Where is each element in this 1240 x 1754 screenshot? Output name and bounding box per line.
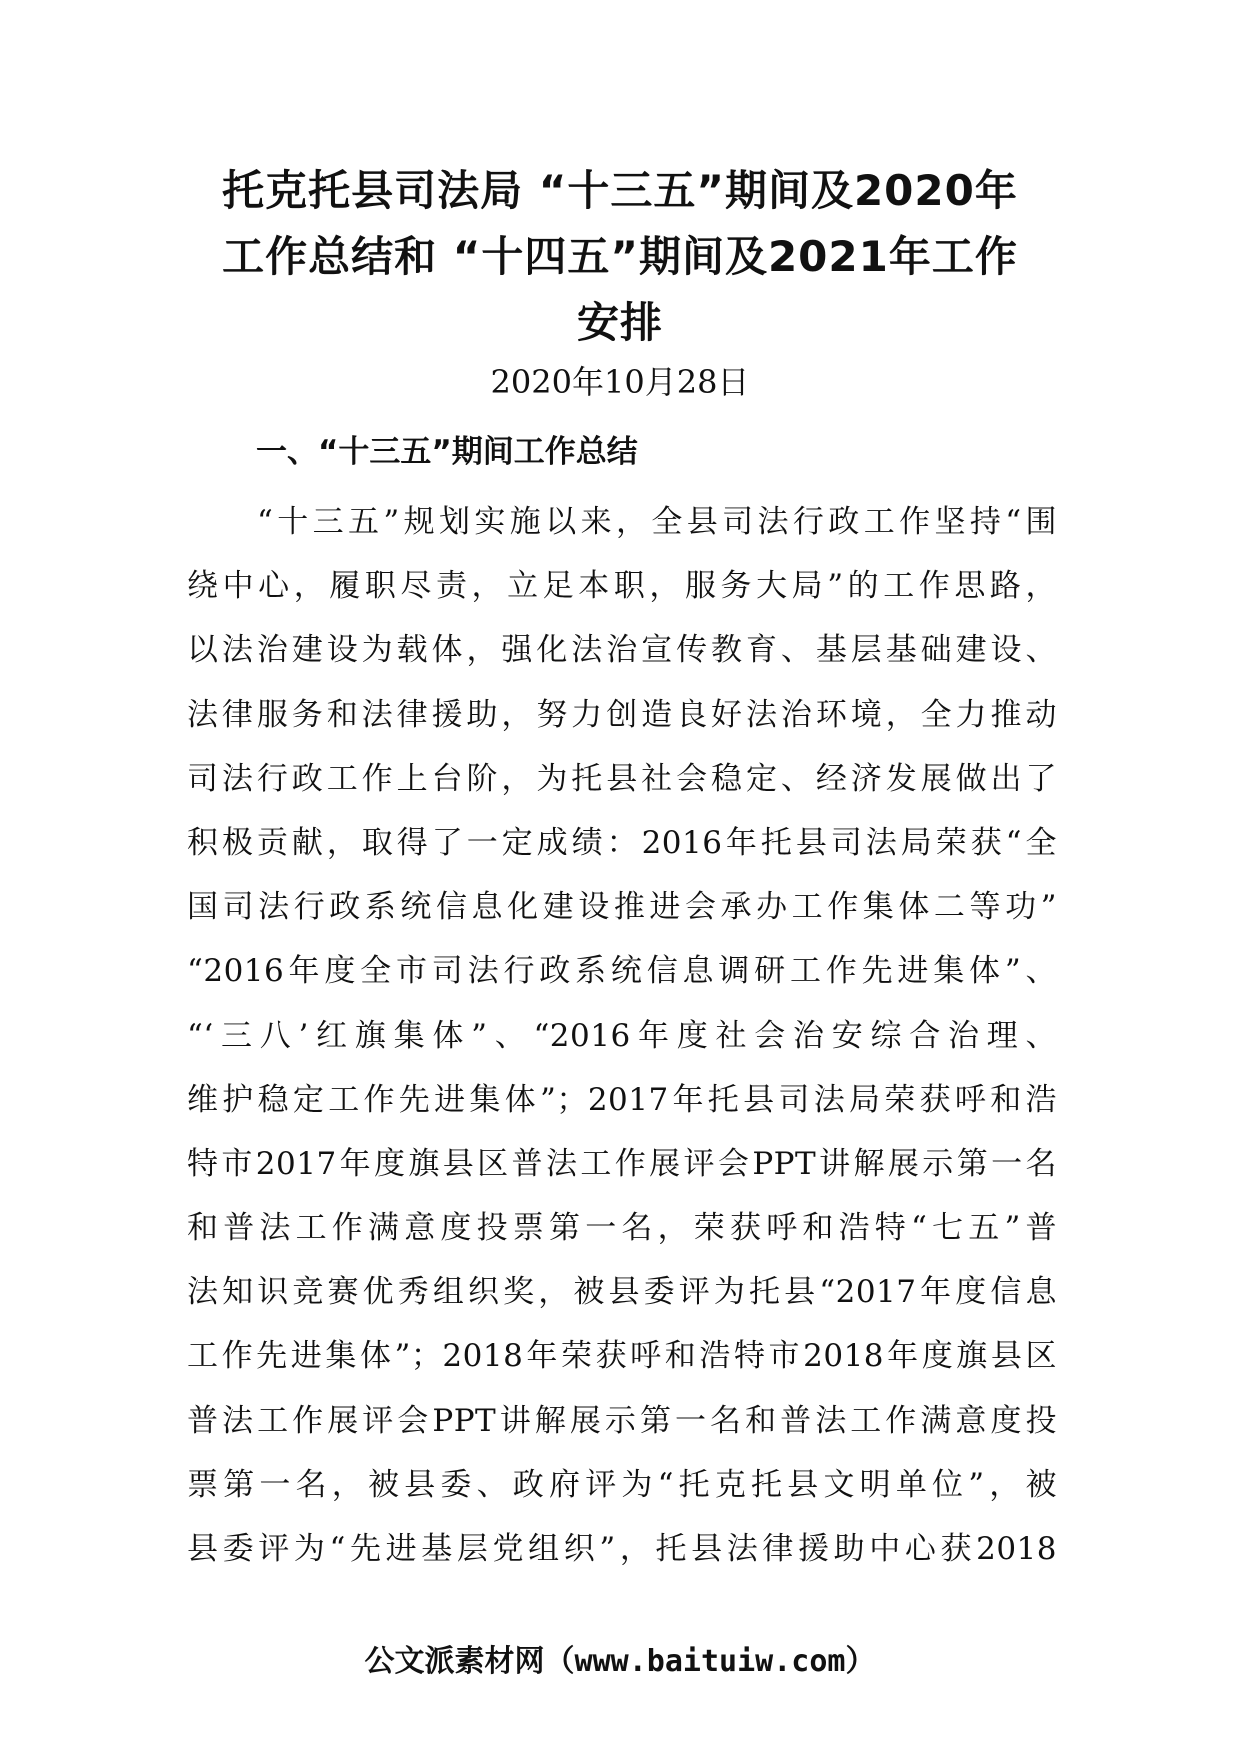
body-line: 维护稳定工作先进集体”；2017年托县司法局荣获呼和浩 <box>187 1081 1057 1118</box>
body-text <box>187 496 1057 1587</box>
body-line: 法律服务和法律援助，努力创造良好法治环境，全力推动 <box>187 696 1057 733</box>
body-line: 普法工作展评会PPT讲解展示第一名和普法工作满意度投 <box>187 1402 1057 1439</box>
body-line: “‘三八’红旗集体”、“2016年度社会治安综合治理、 <box>187 1017 1057 1054</box>
title-line: 安排 <box>576 298 663 347</box>
body-line: 积极贡献，取得了一定成绩：2016年托县司法局荣获“全 <box>187 824 1057 861</box>
body-line: 票第一名，被县委、政府评为“托克托县文明单位”，被 <box>187 1466 1057 1503</box>
footer-url[interactable]: （www.baituiw.com） <box>544 1644 876 1679</box>
title-line: 工作总结和 “十四五”期间及2021年工作 <box>222 232 1018 281</box>
body-line: 司法行政工作上台阶，为托县社会稳定、经济发展做出了 <box>187 760 1057 797</box>
body-line: 绕中心，履职尽责，立足本职，服务大局”的工作思路， <box>187 568 1057 605</box>
body-line: 和普法工作满意度投票第一名，荣获呼和浩特“七五”普 <box>187 1210 1057 1247</box>
body-line: “2016年度全市司法行政系统信息调研工作先进集体”、 <box>187 953 1057 990</box>
body-line: 特市2017年度旗县区普法工作展评会PPT讲解展示第一名 <box>187 1145 1057 1182</box>
body-line: 国司法行政系统信息化建设推进会承办工作集体二等功” <box>187 889 1057 926</box>
body-line: 工作先进集体”；2018年荣获呼和浩特市2018年度旗县区 <box>187 1338 1057 1375</box>
page-footer <box>0 1640 1240 1684</box>
document-title <box>185 158 1055 356</box>
body-line: 法知识竞赛优秀组织奖，被县委评为托县“2017年度信息 <box>187 1274 1057 1311</box>
body-line: 以法治建设为载体，强化法治宣传教育、基层基础建设、 <box>187 632 1057 669</box>
footer-site-name: 公文派素材网 <box>364 1644 545 1679</box>
title-line: 托克托县司法局 “十三五”期间及2020年 <box>222 166 1018 215</box>
document-date: 2020年10月28日 <box>490 363 750 401</box>
section-heading: 一、“十三五”期间工作总结 <box>256 434 638 470</box>
body-line: 县委评为“先进基层党组织”，托县法律援助中心获2018 <box>187 1531 1057 1567</box>
body-line: “十三五”规划实施以来，全县司法行政工作坚持“围 <box>257 504 1057 540</box>
